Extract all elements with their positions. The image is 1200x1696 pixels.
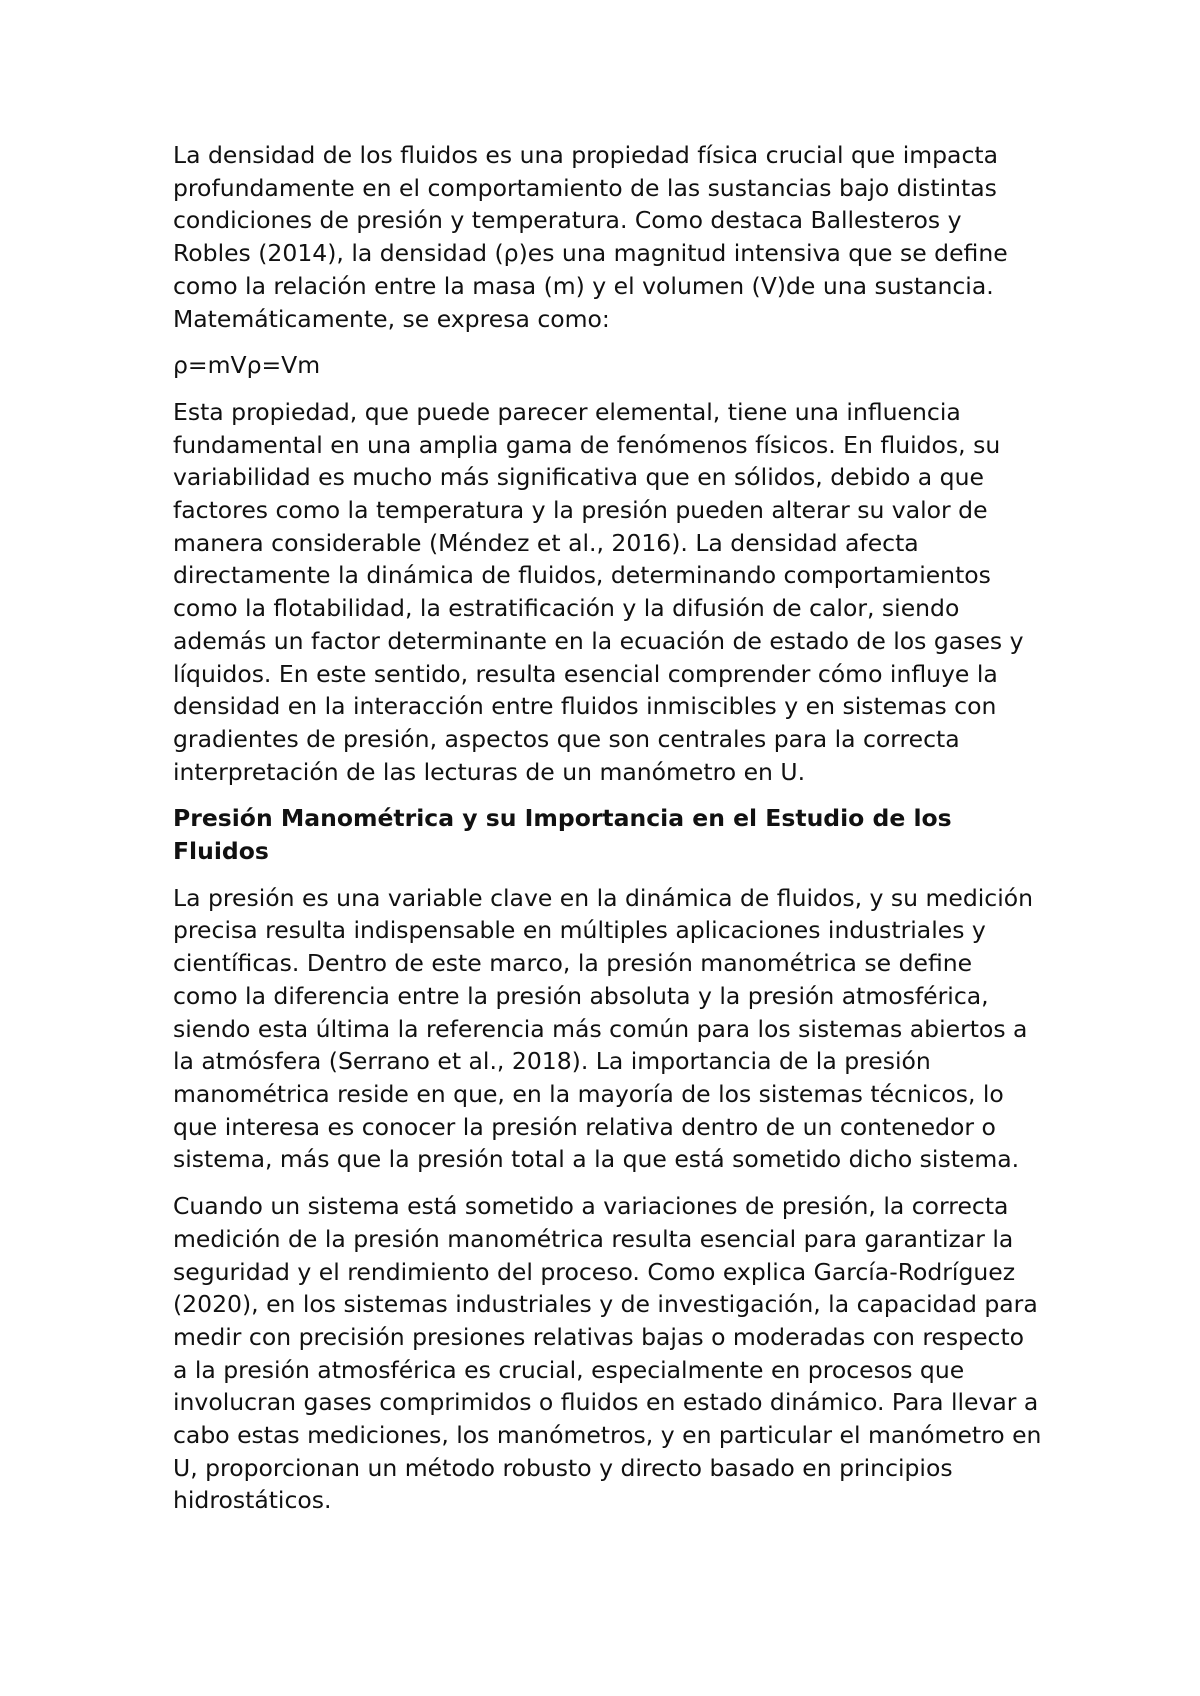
document-page <box>173 139 1043 1531</box>
paragraph-gauge-pressure: La presión es una variable clave en la dinámica de fluidos, y su medición precisa resulta indispensable en múltiples aplicaciones industriales y científicas. Dentro de este marco, la presión manométrica se define como la diferencia entre la presión absoluta y la presión atmosférica, siendo esta última la referencia más común para los sistemas abiertos a la atmósfera (Serrano et al., 2018). La importancia de la presión manométrica reside en que, en la mayoría de los sistemas técnicos, lo que interesa es conocer la presión relativa dentro de un contenedor o sistema, más que la presión total a la que está sometido dicho sistema. <box>173 883 1034 1174</box>
paragraph-pressure-measurement: Cuando un sistema está sometido a variaciones de presión, la correcta medición de la presión manométrica resulta esencial para garantizar la seguridad y el rendimiento del proceso. Como explica García-Rodríguez (2020), en los sistemas industriales y de investigación, la capacidad para medir con precisión presiones relativas bajas o moderadas con respecto a la presión atmosférica es crucial, especialmente en procesos que involucran gases comprimidos o fluidos en estado dinámico. Para llevar a cabo estas mediciones, los manómetros, y en particular el manómetro en U, proporcionan un método robusto y directo basado en principios hidrostáticos. <box>173 1192 1042 1515</box>
paragraph-density-influence: Esta propiedad, que puede parecer elemental, tiene una influencia fundamental en una amplia gama de fenómenos físicos. En fluidos, su variabilidad es mucho más significativa que en sólidos, debido a que factores como la temperatura y la presión pueden alterar su valor de manera considerable (Méndez et al., 2016). La densidad afecta directamente la dinámica de fluidos, determinando comportamientos como la flotabilidad, la estratificación y la difusión de calor, siendo además un factor determinante en la ecuación de estado de los gases y líquidos. En este sentido, resulta esencial comprender cómo influye la densidad en la interacción entre fluidos inmiscibles y en sistemas con gradientes de presión, aspectos que son centrales para la correcta interpretación de las lecturas de un manómetro en U. <box>173 397 1024 786</box>
section-heading: Presión Manométrica y su Importancia en el Estudio de los Fluidos <box>173 804 952 866</box>
paragraph-density-intro: La densidad de los fluidos es una propiedad física crucial que impacta profundamente en el comportamiento de las sustancias bajo distintas condiciones de presión y temperatura. Como destaca Ballesteros y Robles (2014), la densidad (ρ)es una magnitud intensiva que se define como la relación entre la masa (m) y el volumen (V)de una sustancia. Matemáticamente, se expresa como: <box>173 141 1008 333</box>
density-formula: ρ=mVρ=Vm <box>173 351 321 380</box>
